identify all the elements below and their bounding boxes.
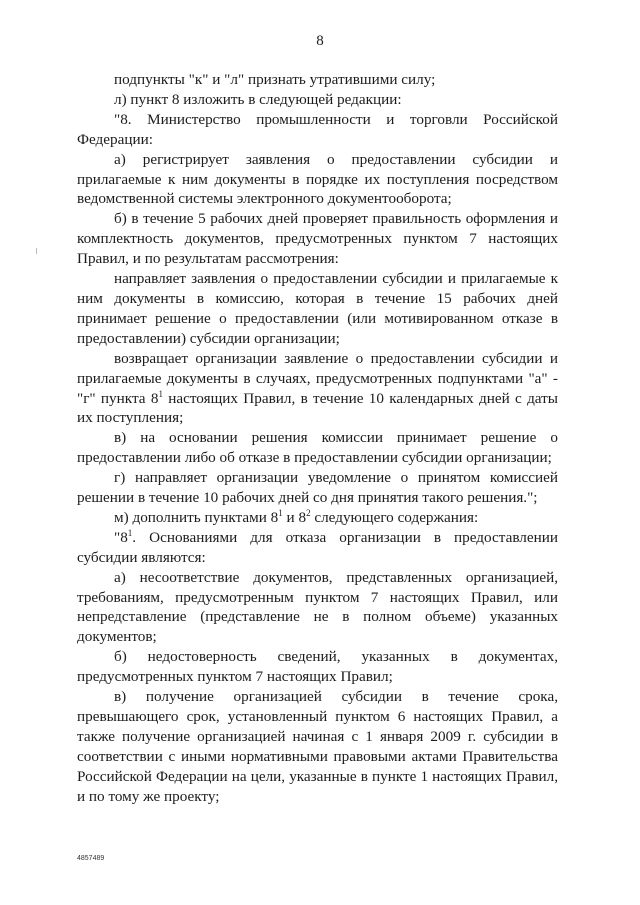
document-body bbox=[77, 70, 558, 807]
superscript: 1 bbox=[127, 527, 133, 538]
paragraph bbox=[77, 508, 558, 528]
paragraph: "8. Министерство промышленности и торговли Российской Федерации: bbox=[77, 110, 558, 148]
paragraph: направляет заявления о предоставлении субсидии и прилагаемые к ним документы в комиссию, которая в течение 15 рабочих дней принимает решение о предоставлении (или мотивированном отказе в предоставлении) субсидии организации; bbox=[77, 270, 558, 347]
text-fragment: . Основаниями для отказа организации в предоставлении субсидии являются: bbox=[77, 528, 558, 566]
document-code: 4857489 bbox=[77, 855, 105, 862]
paragraph: а) регистрирует заявления о предоставлении субсидии и прилагаемые к ним документы в порядке их поступления посредством ведомственной системы электронного документооборота; bbox=[77, 150, 558, 208]
text-fragment: возвращает организации заявление о предоставлении субсидии и прилагаемые документы в случаях, предусмотренных подпунктами "а" - "г" пункта 8 bbox=[77, 349, 558, 407]
paragraph: л) пункт 8 изложить в следующей редакции: bbox=[114, 90, 402, 108]
text-fragment: следующего содержания: bbox=[310, 508, 479, 526]
paragraph: б) в течение 5 рабочих дней проверяет правильность оформления и комплектность документов, предусмотренных пунктом 7 настоящих Правил, и по результатам рассмотрения: bbox=[77, 210, 558, 268]
paragraph: б) недостоверность сведений, указанных в документах, предусмотренных пунктом 7 настоящих Правил; bbox=[77, 648, 558, 686]
paragraph bbox=[77, 528, 558, 568]
text-fragment: м) дополнить пунктами 8 bbox=[114, 508, 279, 526]
paragraph: подпункты "к" и "л" признать утратившими силу; bbox=[114, 71, 436, 88]
text-fragment: настоящих Правил, в течение 10 календарных дней с даты их поступления; bbox=[77, 389, 558, 427]
superscript: 1 bbox=[278, 507, 283, 518]
margin-mark bbox=[36, 248, 37, 254]
text-fragment: и 8 bbox=[282, 508, 307, 526]
page-number: 8 bbox=[316, 33, 324, 49]
paragraph: а) несоответствие документов, представленных организацией, требованиям, предусмотренным пунктом 7 настоящих Правил, или непредставление (представление не в полном объеме) указанных документов; bbox=[77, 568, 558, 646]
paragraph bbox=[77, 349, 558, 429]
text-fragment: "8 bbox=[114, 528, 128, 546]
superscript: 1 bbox=[158, 388, 163, 399]
paragraph: в) получение организацией субсидии в течение срока, превышающего срок, установленный пунктом 6 настоящих Правил, а также получение организацией начиная с 1 января 2009 г. субсидии в соответствии с иными нормативными правовыми актами Правительства Российской Федерации на цели, указанные в пункте 1 настоящих Правил, и по тому же проекту; bbox=[77, 688, 558, 805]
paragraph: г) направляет организации уведомление о принятом комиссией решении в течение 10 рабочих дней со дня принятия такого решения."; bbox=[77, 469, 558, 507]
superscript: 2 bbox=[306, 507, 311, 518]
paragraph: в) на основании решения комиссии принимает решение о предоставлении либо об отказе в предоставлении субсидии организации; bbox=[77, 429, 558, 467]
